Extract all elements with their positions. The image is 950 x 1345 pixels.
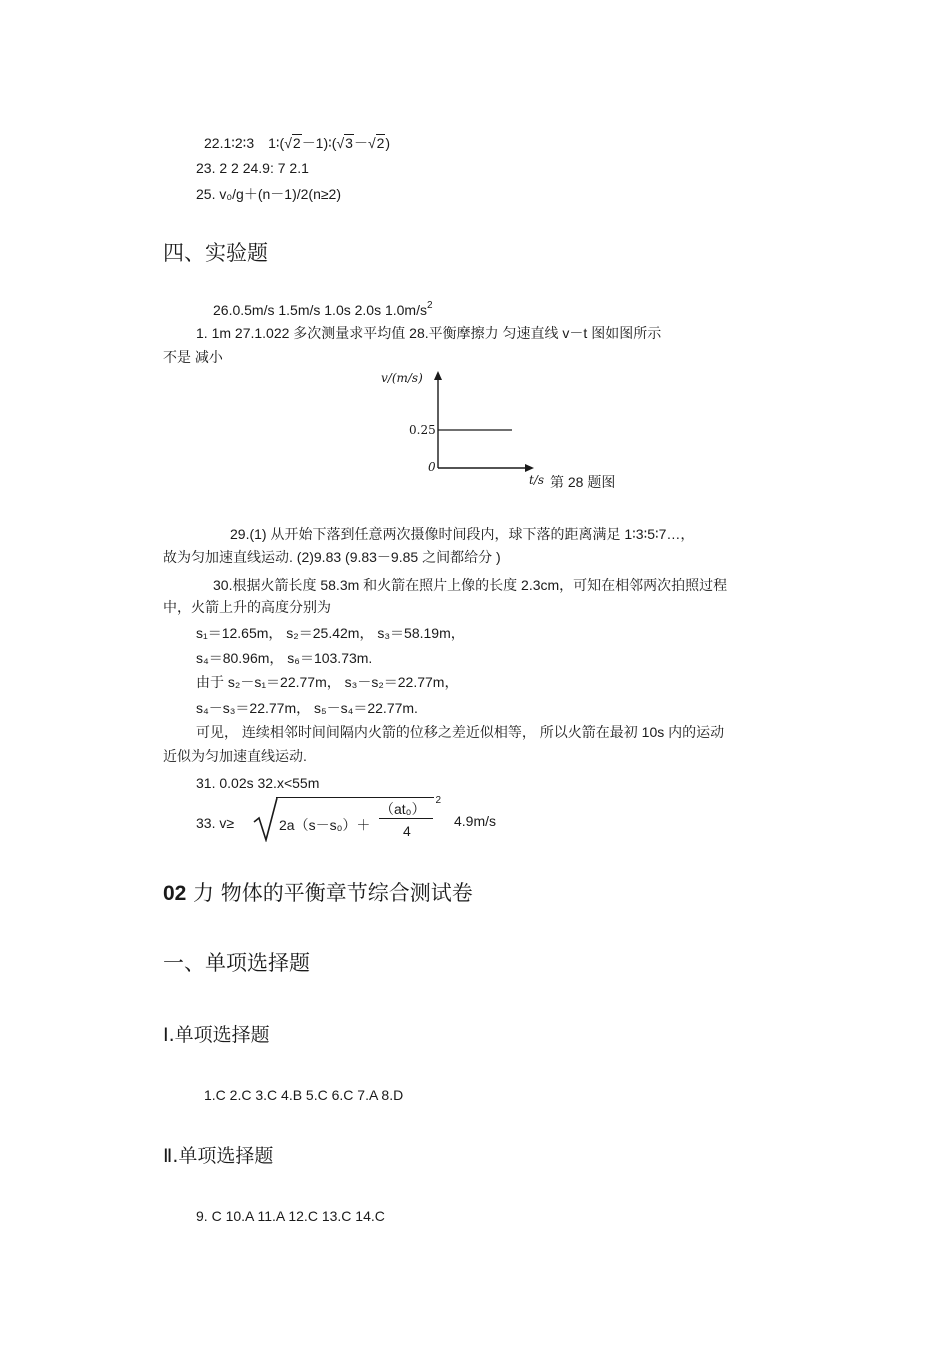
y-axis-label: v/(m/s) <box>381 371 423 385</box>
sqrt-symbol: √2 <box>284 135 301 151</box>
answer-27-28-line2: 不是 减小 <box>163 349 223 365</box>
answer-30-diff1: 由于 s₂－s₁＝22.77m， s₃－s₂＝22.77m， <box>196 674 459 690</box>
chapter-title: 力 物体的平衡章节综合测试卷 <box>193 881 473 905</box>
x-axis-arrow-icon <box>525 464 534 472</box>
origin-label: 0 <box>428 460 436 474</box>
answer-22-mid: －1)∶( <box>301 135 337 151</box>
answer-29-line2: 故为匀加速直线运动. (2)9.83 (9.83－9.85 之间都给分 ) <box>163 549 501 565</box>
section-title-single-choice: 一、单项选择题 <box>163 951 310 975</box>
answer-33-prefix: 33. v≥ <box>196 815 235 831</box>
sqrt-2b: 2 <box>376 135 385 151</box>
answer-23-24: 23. 2 2 24.9: 7 2.1 <box>196 160 309 176</box>
fraction-bar <box>379 818 433 819</box>
answer-31-32: 31. 0.02s 32.x<55m <box>196 775 320 791</box>
answer-25: 25. v₀/g＋(n－1)/2(n≥2) <box>196 186 341 202</box>
answer-30-line1: 30.根据火箭长度 58.3m 和火箭在照片上像的长度 2.3cm，可知在相邻两次拍照过程 <box>213 577 728 593</box>
answer-30-s1-s3: s₁＝12.65m， s₂＝25.42m， s₃＝58.19m， <box>196 625 465 641</box>
radical-sign-icon <box>253 796 279 842</box>
answer-30-diff2: s₄－s₃＝22.77m， s₅－s₄＝22.77m. <box>196 700 418 716</box>
x-axis-label: t/s <box>529 473 545 487</box>
answer-26-text: 26.0.5m/s 1.5m/s 1.0s 2.0s 1.0m/s <box>213 302 427 318</box>
answer-26-sup: 2 <box>427 300 433 311</box>
sqrt-symbol: √2 <box>367 135 385 151</box>
section-title-experiment: 四、实验题 <box>163 241 268 265</box>
answer-30-conclusion2: 近似为匀加速直线运动. <box>163 748 307 764</box>
answer-30-line2: 中，火箭上升的高度分别为 <box>163 599 331 615</box>
answer-30-s4-s6: s₄＝80.96m， s₆＝103.73m. <box>196 650 373 666</box>
answer-22-prefix: 22.1∶2∶3 1∶( <box>204 135 285 151</box>
part1-answers: 1.C 2.C 3.C 4.B 5.C 6.C 7.A 8.D <box>204 1087 404 1103</box>
answer-22-end: ) <box>385 135 391 151</box>
answer-33-num-sup: 2 <box>435 795 442 806</box>
figure-caption: 第 28 题图 <box>550 474 616 490</box>
answer-22 <box>204 134 390 152</box>
answer-26 <box>213 301 433 319</box>
answer-27-28-line1: 1. 1m 27.1.022 多次测量求平均值 28.平衡摩擦力 匀速直线 v－t 图如图所示 <box>196 325 662 341</box>
answer-33-num-text: （at₀） <box>380 801 426 817</box>
part2-title: Ⅱ.单项选择题 <box>163 1145 274 1167</box>
answer-22-minus: － <box>353 135 368 151</box>
answer-33-result: 4.9m/s <box>454 813 497 829</box>
part2-answers: 9. C 10.A 11.A 12.C 13.C 14.C <box>196 1208 385 1224</box>
part1-title: Ⅰ.单项选择题 <box>163 1024 270 1046</box>
chapter-number: 02 <box>163 882 187 905</box>
answer-30-conclusion1: 可见， 连续相邻时间间隔内火箭的位移之差近似相等， 所以火箭在最初 10s 内的运动 <box>196 724 725 740</box>
y-tick-label: 0.25 <box>409 423 436 437</box>
chapter-heading <box>163 877 473 907</box>
y-axis-arrow-icon <box>434 371 442 380</box>
answer-29-line1: 29.(1) 从开始下落到任意两次摄像时间段内，球下落的距离满足 1∶3∶5∶7…， <box>230 526 695 542</box>
answer-33-fraction-numerator <box>380 795 442 819</box>
sqrt-3: 3 <box>345 135 353 151</box>
sqrt-2: 2 <box>292 135 301 151</box>
sqrt-symbol: √3 <box>336 135 353 151</box>
answer-33-fraction-denominator: 4 <box>403 823 411 839</box>
answer-33-radicand: 2a（s－s₀）＋ <box>279 817 371 833</box>
radical-overline <box>276 797 434 798</box>
